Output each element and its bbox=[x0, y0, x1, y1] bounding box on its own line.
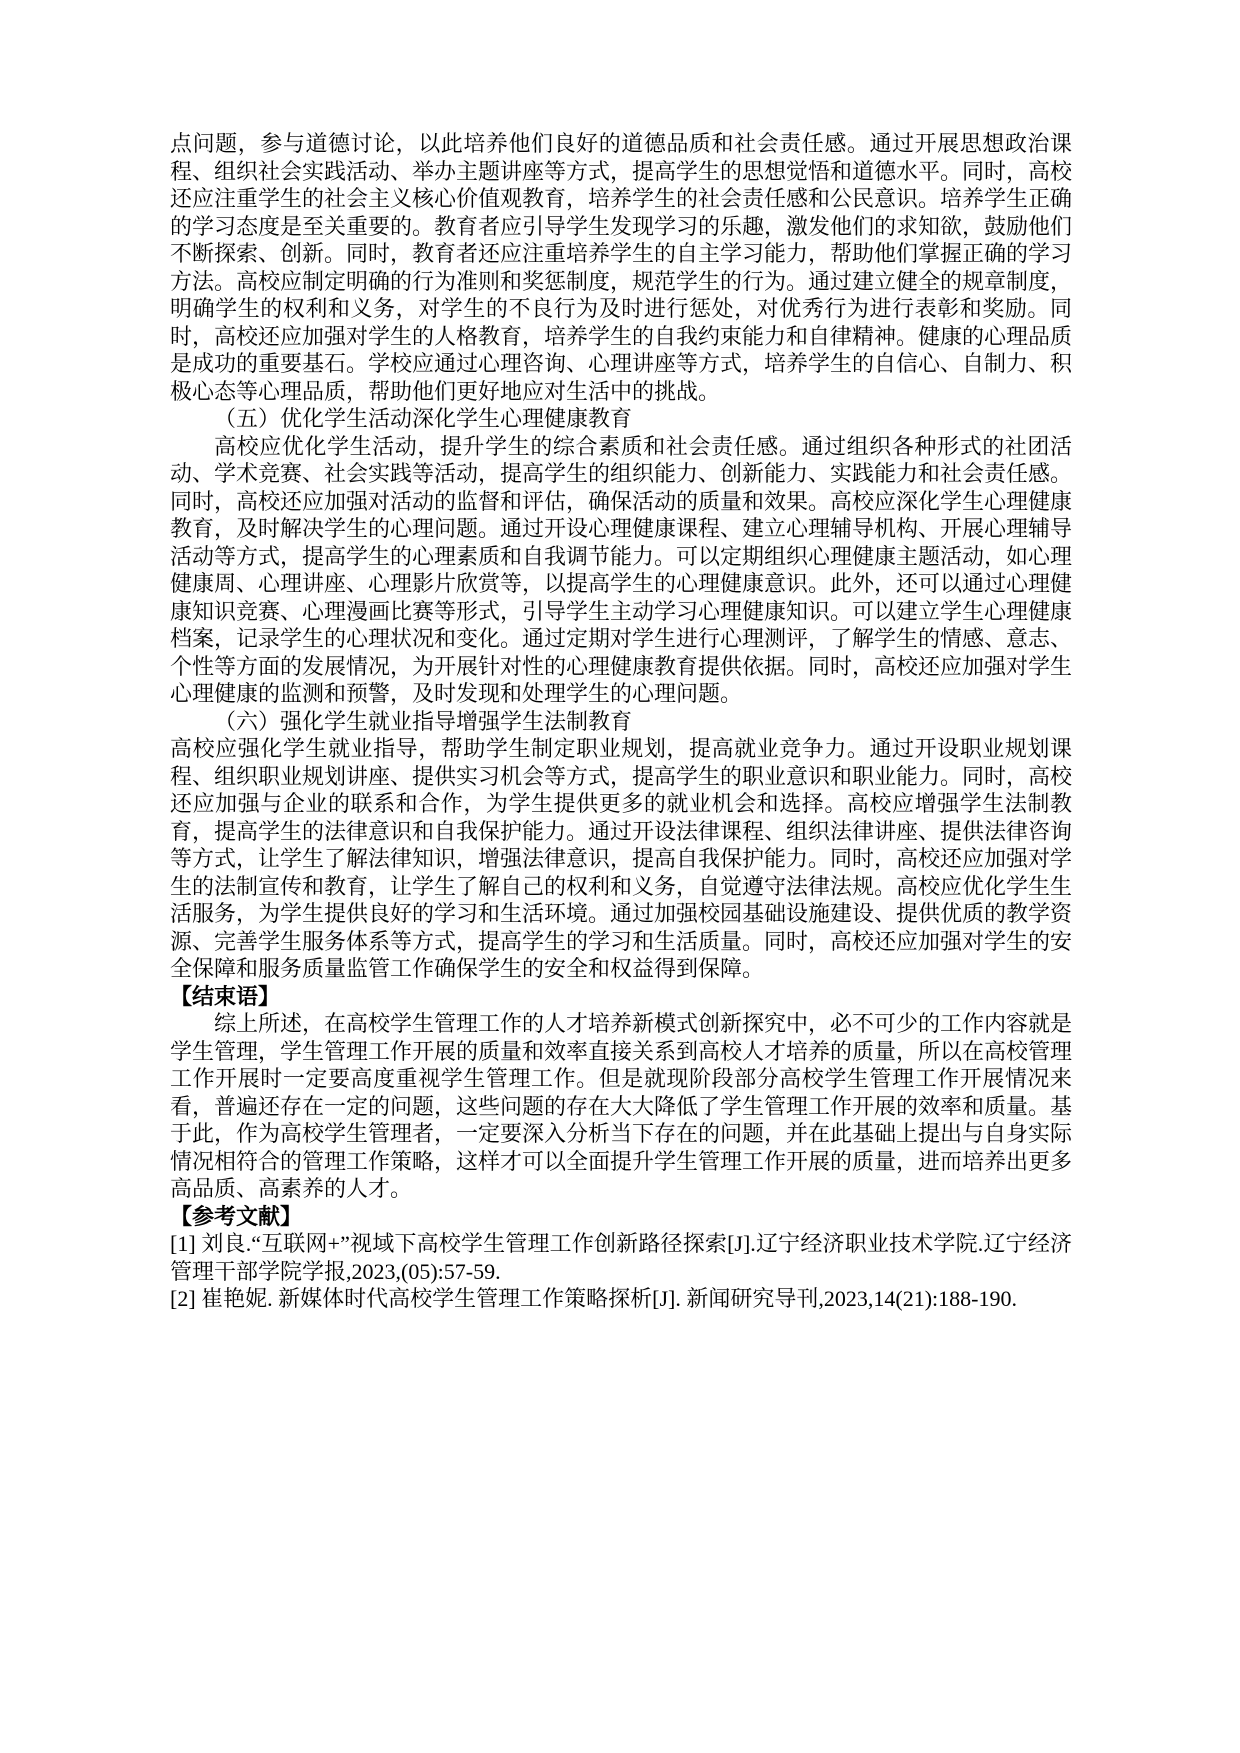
reference-item-2: [2] 崔艳妮. 新媒体时代高校学生管理工作策略探析[J]. 新闻研究导刊,2023,14(21):188-190. bbox=[170, 1286, 1017, 1311]
reference-item-1: [1] 刘良.“互联网+”视域下高校学生管理工作创新路径探索[J].辽宁经济职业技术学院.辽宁经济管理干部学院学报,2023,(05):57-59. bbox=[170, 1231, 1072, 1284]
references-heading: 【参考文献】 bbox=[170, 1203, 303, 1229]
body-paragraph-continued: 点问题，参与道德讨论，以此培养他们良好的道德品质和社会责任感。通过开展思想政治课程、组织社会实践活动、举办主题讲座等方式，提高学生的思想觉悟和道德水平。同时，高校还应注重学生的社会主义核心价值观教育，培养学生的社会责任感和公民意识。培养学生正确的学习态度是至关重要的。教育者应引导学生发现学习的乐趣，激发他们的求知欲，鼓励他们不断探索、创新。同时，教育者还应注重培养学生的自主学习能力，帮助他们掌握正确的学习方法。高校应制定明确的行为准则和奖惩制度，规范学生的行为。通过建立健全的规章制度，明确学生的权利和义务，对学生的不良行为及时进行惩处，对优秀行为进行表彰和奖励。同时，高校还应加强对学生的人格教育，培养学生的自我约束能力和自律精神。健康的心理品质是成功的重要基石。学校应通过心理咨询、心理讲座等方式，培养学生的自信心、自制力、积极心态等心理品质，帮助他们更好地应对生活中的挑战。 bbox=[170, 131, 1073, 404]
conclusion-paragraph: 综上所述，在高校学生管理工作的人才培养新模式创新探究中，必不可少的工作内容就是学生管理，学生管理工作开展的质量和效率直接关系到高校人才培养的质量，所以在高校管理工作开展时一定要高度重视学生管理工作。但是就现阶段部分高校学生管理工作开展情况来看，普遍还存在一定的问题，这些问题的存在大大降低了学生管理工作开展的效率和质量。基于此，作为高校学生管理者，一定要深入分析当下存在的问题，并在此基础上提出与自身实际情况相符合的管理工作策略，这样才可以全面提升学生管理工作开展的质量，进而培养出更多高品质、高素养的人才。 bbox=[170, 1011, 1073, 1201]
body-paragraph-section-6: 高校应强化学生就业指导，帮助学生制定职业规划，提高就业竞争力。通过开设职业规划课程、组织职业规划讲座、提供实习机会等方式，提高学生的职业意识和职业能力。同时，高校还应加强与企业的联系和合作，为学生提供更多的就业机会和选择。高校应增强学生法制教育，提高学生的法律意识和自我保护能力。通过开设法律课程、组织法律讲座、提供法律咨询等方式，让学生了解法律知识，增强法律意识，提高自我保护能力。同时，高校还应加强对学生的法制宣传和教育，让学生了解自己的权利和义务，自觉遵守法律法规。高校应优化学生生活服务，为学生提供良好的学习和生活环境。通过加强校园基础设施建设、提供优质的教学资源、完善学生服务体系等方式，提高学生的学习和生活质量。同时，高校还应加强对学生的安全保障和服务质量监管工作确保学生的安全和权益得到保障。 bbox=[170, 736, 1073, 981]
subsection-heading-5: （五）优化学生活动深化学生心理健康教育 bbox=[214, 406, 633, 431]
body-paragraph-section-5: 高校应优化学生活动，提升学生的综合素质和社会责任感。通过组织各种形式的社团活动、学术竞赛、社会实践等活动，提高学生的组织能力、创新能力、实践能力和社会责任感。同时，高校还应加强对活动的监督和评估，确保活动的质量和效果。高校应深化学生心理健康教育，及时解决学生的心理问题。通过开设心理健康课程、建立心理辅导机构、开展心理辅导活动等方式，提高学生的心理素质和自我调节能力。可以定期组织心理健康主题活动，如心理健康周、心理讲座、心理影片欣赏等，以提高学生的心理健康意识。此外，还可以通过心理健康知识竞赛、心理漫画比赛等形式，引导学生主动学习心理健康知识。可以建立学生心理健康档案，记录学生的心理状况和变化。通过定期对学生进行心理测评，了解学生的情感、意志、个性等方面的发展情况，为开展针对性的心理健康教育提供依据。同时，高校还应加强对学生心理健康的监测和预警，及时发现和处理学生的心理问题。 bbox=[170, 433, 1073, 706]
conclusion-heading: 【结束语】 bbox=[170, 983, 281, 1009]
subsection-heading-6: （六）强化学生就业指导增强学生法制教育 bbox=[214, 708, 633, 734]
